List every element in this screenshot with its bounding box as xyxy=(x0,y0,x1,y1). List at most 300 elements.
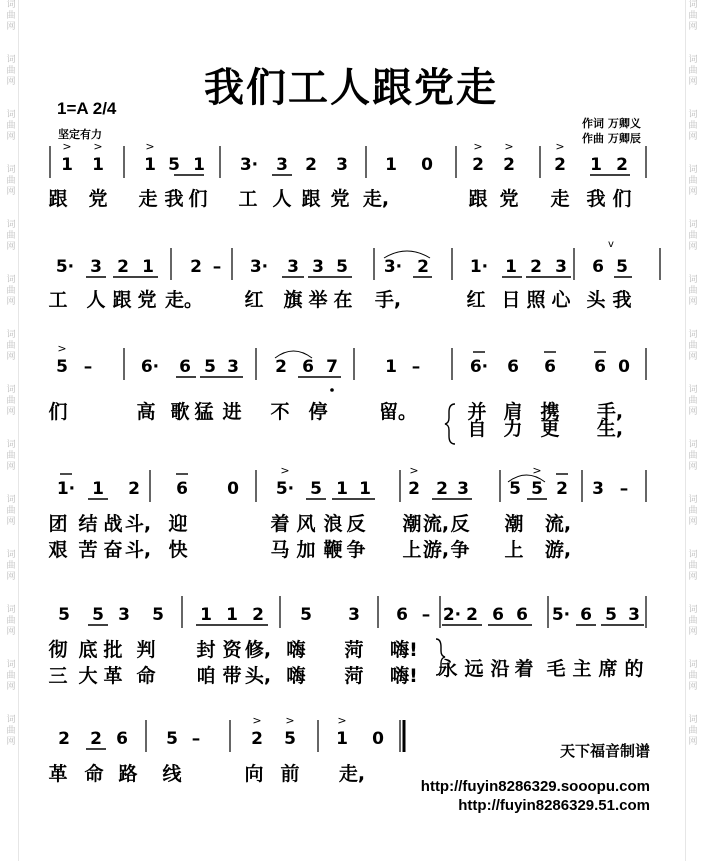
note: 1 xyxy=(200,605,212,625)
lyric-char: 批 xyxy=(103,639,123,661)
watermark-char: 网 xyxy=(688,682,698,692)
lyric-char: 上 xyxy=(504,539,524,561)
watermark-char: 曲 xyxy=(688,121,698,131)
lyric-char: 跟 xyxy=(468,188,488,210)
watermark-char: 网 xyxy=(688,462,698,472)
note: 1 xyxy=(226,605,238,625)
watermark-char: 词 xyxy=(688,715,698,725)
watermark-char: 曲 xyxy=(688,616,698,626)
lyric-char: 游, xyxy=(544,539,572,561)
lyric-char: 更 xyxy=(540,418,560,440)
lyric-char: 党 xyxy=(499,188,519,210)
lyric-char: 头, xyxy=(244,665,272,687)
watermark-char: 曲 xyxy=(6,451,16,461)
watermark-char: 词 xyxy=(688,165,698,175)
tempo-marking: 坚定有力 xyxy=(58,128,102,141)
note: – xyxy=(619,479,629,499)
note: 5 xyxy=(166,729,178,749)
note: 3· xyxy=(383,257,403,277)
lyric-char: 们 xyxy=(48,401,68,423)
note: 3 xyxy=(457,479,469,499)
note: 6 xyxy=(116,729,128,749)
lyric-char: 进 xyxy=(222,401,242,423)
lyric-char: 我 xyxy=(586,188,606,210)
lyric-char: 高 xyxy=(136,401,156,423)
lyric-char: 潮 xyxy=(402,513,422,535)
note: 2 xyxy=(190,257,202,277)
watermark-char: 词 xyxy=(688,440,698,450)
lyric-char: 争 xyxy=(450,539,470,561)
lyric-brace xyxy=(445,404,455,444)
watermark-char: 网 xyxy=(688,517,698,527)
lyric-char: 嗨 xyxy=(286,665,306,687)
lyric-char: 我 xyxy=(612,289,632,311)
watermark-char: 词 xyxy=(6,275,16,285)
watermark-char: 词 xyxy=(688,330,698,340)
lyric-char: 团 xyxy=(48,513,68,535)
lyric-char: 反 xyxy=(450,513,470,535)
lyric-char: 沿 xyxy=(490,658,510,680)
lyric-char: 力 xyxy=(503,418,523,440)
lyric-char: 带 xyxy=(222,665,242,687)
watermark-char: 词 xyxy=(688,385,698,395)
note: 5 xyxy=(284,729,296,749)
note: 2 xyxy=(305,155,317,175)
note: 6 xyxy=(302,357,314,377)
lyric-char: 走, xyxy=(362,188,390,210)
note: 2 xyxy=(436,479,448,499)
watermark-char: 网 xyxy=(6,22,16,32)
lyric-char: 永 xyxy=(438,658,458,680)
watermark-char: 词 xyxy=(6,440,16,450)
note: 6 xyxy=(516,605,528,625)
note: 6 xyxy=(179,357,191,377)
accent-mark: > xyxy=(504,140,514,153)
note: – xyxy=(83,357,93,377)
lyric-char: 向 xyxy=(244,763,264,785)
note: 3 xyxy=(336,155,348,175)
watermark-char: 网 xyxy=(6,132,16,142)
watermark-char: 词 xyxy=(6,220,16,230)
octave-dot xyxy=(330,388,334,392)
lyric-char: 停 xyxy=(308,401,328,423)
lyric-char: 彻 xyxy=(48,639,68,661)
lyric-char: 苦 xyxy=(78,539,98,561)
lyric-char: 头 xyxy=(586,289,606,311)
lyric-char: 浪 xyxy=(323,513,343,535)
lyric-char: 修, xyxy=(244,639,272,661)
note: 2 xyxy=(58,729,70,749)
note: 5 xyxy=(152,605,164,625)
note: 6 xyxy=(592,257,604,277)
lyric-char: 毛 xyxy=(546,658,566,680)
note: 2 xyxy=(616,155,628,175)
note: 3 xyxy=(555,257,567,277)
footer-url-2: http://fuyin8286329.51.com xyxy=(458,797,650,814)
note: 2· xyxy=(442,605,462,625)
lyric-char: 大 xyxy=(78,665,98,687)
watermark-char: 曲 xyxy=(6,231,16,241)
lyric-char: 底 xyxy=(78,639,98,661)
lyric-char: 不 xyxy=(270,401,290,423)
watermark-char: 曲 xyxy=(688,451,698,461)
lyric-char: 快 xyxy=(168,539,188,561)
watermark-char: 曲 xyxy=(6,66,16,76)
watermark-char: 网 xyxy=(6,187,16,197)
note: 6 xyxy=(544,357,556,377)
note: 1 xyxy=(144,155,156,175)
lyric-char: 旗 xyxy=(283,289,303,311)
lyric-char: 嗨! xyxy=(390,665,418,687)
watermark-char: 曲 xyxy=(688,671,698,681)
footer-label: 天下福音制谱 xyxy=(559,742,650,760)
note: 6 xyxy=(396,605,408,625)
note: 5 xyxy=(605,605,617,625)
note: 1 xyxy=(193,155,205,175)
lyric-char: 路 xyxy=(118,763,138,785)
footer xyxy=(400,740,650,815)
watermark-char: 词 xyxy=(688,55,698,65)
lyric-char: 红 xyxy=(244,289,264,311)
lyric-char: 革 xyxy=(103,665,123,687)
note: 0 xyxy=(618,357,630,377)
watermark-char: 曲 xyxy=(6,616,16,626)
note: 2 xyxy=(252,605,264,625)
watermark-char: 词 xyxy=(688,495,698,505)
note: 6 xyxy=(507,357,519,377)
note: 3· xyxy=(239,155,259,175)
lyric-char: 跟 xyxy=(112,289,132,311)
note: 1 xyxy=(359,479,371,499)
lyric-char: 党 xyxy=(137,289,157,311)
watermark-char: 曲 xyxy=(688,726,698,736)
lyric-char: 心 xyxy=(551,289,571,311)
lyric-char: 菏 xyxy=(344,665,364,687)
note: – xyxy=(191,729,201,749)
lyric-char: 着 xyxy=(514,658,534,680)
watermark-char: 网 xyxy=(6,572,16,582)
watermark-char: 网 xyxy=(688,352,698,362)
lyric-char: 奋 xyxy=(103,539,123,561)
note: 5 xyxy=(58,605,70,625)
lyric-char: 歌 xyxy=(170,401,190,423)
lyric-char: 风 xyxy=(296,513,316,535)
lyric-char: 手, xyxy=(374,289,402,311)
note: 2 xyxy=(466,605,478,625)
note: 3 xyxy=(276,155,288,175)
lyric-char: 线 xyxy=(162,763,182,785)
lyric-char: 红 xyxy=(466,289,486,311)
lyric-char: 着 xyxy=(270,513,290,535)
lyric-char: 跟 xyxy=(301,188,321,210)
lyric-char: 的 xyxy=(624,658,644,680)
watermark-char: 词 xyxy=(6,715,16,725)
lyric-char: 举 xyxy=(308,289,328,311)
note: 0 xyxy=(372,729,384,749)
lyric-char: 日 xyxy=(501,289,521,311)
note: 3 xyxy=(90,257,102,277)
watermark-char: 曲 xyxy=(688,341,698,351)
watermark-char: 词 xyxy=(6,110,16,120)
watermark-char: 曲 xyxy=(688,176,698,186)
lyric-char: 流, xyxy=(422,513,450,535)
note: 1 xyxy=(92,479,104,499)
watermark-char: 词 xyxy=(6,165,16,175)
lyric-char: 走。 xyxy=(164,289,204,311)
lyric-char: 菏 xyxy=(344,639,364,661)
note: 2 xyxy=(128,479,140,499)
note: 5· xyxy=(275,479,295,499)
note: 5 xyxy=(616,257,628,277)
lyric-char: 鞭 xyxy=(323,539,343,561)
note: 1 xyxy=(142,257,154,277)
note: 5 xyxy=(300,605,312,625)
watermark-char: 网 xyxy=(688,22,698,32)
watermark-char: 网 xyxy=(6,517,16,527)
lyric-char: 结 xyxy=(78,513,98,535)
watermark-char: 词 xyxy=(6,0,16,10)
accent-mark: > xyxy=(57,342,67,355)
note: 6 xyxy=(176,479,188,499)
lyric-char: 生, xyxy=(596,418,624,440)
watermark-char: 网 xyxy=(688,297,698,307)
lyric-char: 流, xyxy=(544,513,572,535)
lyric-char: 们 xyxy=(612,188,632,210)
watermark-char: 曲 xyxy=(688,396,698,406)
note: 1 xyxy=(505,257,517,277)
lyric-char: 加 xyxy=(296,539,316,561)
watermark-char: 词 xyxy=(688,605,698,615)
note: 2 xyxy=(90,729,102,749)
note: 5 xyxy=(204,357,216,377)
lyric-char: 人 xyxy=(272,188,292,210)
lyric-char: 咱 xyxy=(196,665,216,687)
note: – xyxy=(212,257,222,277)
watermark-char: 曲 xyxy=(688,66,698,76)
lyric-char: 自 xyxy=(467,418,487,440)
note: – xyxy=(421,605,431,625)
breath-mark: v xyxy=(608,239,614,250)
note: 2 xyxy=(556,479,568,499)
watermark-char: 词 xyxy=(6,605,16,615)
accent-mark: > xyxy=(62,140,72,153)
watermark-char: 词 xyxy=(688,275,698,285)
watermark-char: 网 xyxy=(688,627,698,637)
note: 1 xyxy=(92,155,104,175)
note: 3 xyxy=(118,605,130,625)
footer-url-1: http://fuyin8286329.sooopu.com xyxy=(420,778,650,795)
note: 3 xyxy=(592,479,604,499)
accent-mark: > xyxy=(555,140,565,153)
note: 2 xyxy=(408,479,420,499)
key-signature: 1=A 2/4 xyxy=(57,99,117,118)
lyric-char: 资 xyxy=(222,639,242,661)
watermark-char: 词 xyxy=(688,550,698,560)
note: 6 xyxy=(492,605,504,625)
watermark-char: 曲 xyxy=(6,286,16,296)
watermark-char: 网 xyxy=(688,77,698,87)
note: 5 xyxy=(509,479,521,499)
note: 2 xyxy=(117,257,129,277)
note: 6 xyxy=(580,605,592,625)
watermark-char: 曲 xyxy=(688,561,698,571)
lyric-char: 迎 xyxy=(168,513,188,535)
watermark-char: 词 xyxy=(688,0,698,10)
watermark-char: 词 xyxy=(6,660,16,670)
lyric-char: 斗, xyxy=(124,539,152,561)
lyric-char: 跟 xyxy=(48,188,68,210)
lyric-char: 走 xyxy=(550,188,570,210)
note: 1 xyxy=(590,155,602,175)
accent-mark: > xyxy=(93,140,103,153)
lyric-char: 肩 xyxy=(503,401,523,423)
lyric-char: 留。 xyxy=(378,401,418,423)
lyric-char: 工 xyxy=(48,289,68,311)
lyric-char: 反 xyxy=(346,513,366,535)
song-title: 我们工人跟党走 xyxy=(204,65,498,111)
note: 6· xyxy=(469,357,489,377)
watermark-char: 网 xyxy=(6,462,16,472)
composer-credit: 作曲 万卿辰 xyxy=(582,132,641,145)
note: 3 xyxy=(287,257,299,277)
lyric-char: 席 xyxy=(598,658,618,680)
watermark-char: 曲 xyxy=(6,121,16,131)
note: 2 xyxy=(554,155,566,175)
lyric-char: 斗, xyxy=(124,513,152,535)
lyric-char: 艰 xyxy=(48,539,68,561)
note: 1 xyxy=(385,357,397,377)
note: 0 xyxy=(227,479,239,499)
lyric-char: 远 xyxy=(464,658,484,680)
lyric-char: 携 xyxy=(540,401,560,423)
note: 2 xyxy=(417,257,429,277)
accent-mark: > xyxy=(280,464,290,477)
lyric-char: 嗨 xyxy=(286,639,306,661)
watermark-char: 曲 xyxy=(688,506,698,516)
note: 0 xyxy=(421,155,433,175)
lyric-char: 嗨! xyxy=(390,639,418,661)
watermark-char: 曲 xyxy=(6,506,16,516)
watermark-char: 网 xyxy=(688,572,698,582)
watermark-char: 词 xyxy=(688,220,698,230)
note: 1 xyxy=(336,479,348,499)
note: 5· xyxy=(55,257,75,277)
note: 5 xyxy=(56,357,68,377)
note: 3 xyxy=(348,605,360,625)
watermark-char: 曲 xyxy=(6,726,16,736)
lyric-char: 走 xyxy=(138,188,158,210)
watermark-char: 网 xyxy=(688,737,698,747)
watermark-char: 网 xyxy=(6,297,16,307)
watermark-char: 网 xyxy=(6,352,16,362)
accent-mark: > xyxy=(473,140,483,153)
watermark-char: 词 xyxy=(6,550,16,560)
watermark-char: 网 xyxy=(6,77,16,87)
lyric-char: 争 xyxy=(346,539,366,561)
watermark-char: 曲 xyxy=(6,176,16,186)
note: 1 xyxy=(61,155,73,175)
lyric-char: 主 xyxy=(572,658,592,680)
lyric-char: 命 xyxy=(84,763,104,785)
watermark-char: 曲 xyxy=(6,561,16,571)
lyric-char: 照 xyxy=(526,289,546,311)
lyric-char: 马 xyxy=(270,539,290,561)
watermark-char: 词 xyxy=(688,660,698,670)
lyric-char: 封 xyxy=(196,639,216,661)
note: 2 xyxy=(503,155,515,175)
watermark-char: 词 xyxy=(6,330,16,340)
watermark-char: 词 xyxy=(6,55,16,65)
accent-mark: > xyxy=(252,714,262,727)
lyric-char: 并 xyxy=(467,401,487,423)
lyric-char: 判 xyxy=(136,639,156,661)
watermark-char: 曲 xyxy=(688,286,698,296)
note: 2 xyxy=(251,729,263,749)
lyric-char: 潮 xyxy=(504,513,524,535)
lyric-char: 工 xyxy=(238,188,258,210)
note: 5 xyxy=(310,479,322,499)
note: 3· xyxy=(249,257,269,277)
watermark-char: 网 xyxy=(6,627,16,637)
note: 5 xyxy=(336,257,348,277)
note: 2 xyxy=(472,155,484,175)
lyric-char: 游, xyxy=(422,539,450,561)
watermark-char: 网 xyxy=(6,242,16,252)
note: 3 xyxy=(628,605,640,625)
note: 3 xyxy=(227,357,239,377)
lyric-char: 革 xyxy=(48,763,68,785)
lyric-char: 党 xyxy=(330,188,350,210)
accent-mark: > xyxy=(532,464,542,477)
watermark-char: 曲 xyxy=(6,396,16,406)
note: 2 xyxy=(275,357,287,377)
watermark-char: 词 xyxy=(6,385,16,395)
note: 5· xyxy=(551,605,571,625)
lyric-char: 在 xyxy=(333,289,353,311)
lyricist-credit: 作词 万卿义 xyxy=(582,117,641,130)
note: 1· xyxy=(56,479,76,499)
lyric-char: 走, xyxy=(338,763,366,785)
accent-mark: > xyxy=(285,714,295,727)
note: 6 xyxy=(594,357,606,377)
watermark-char: 网 xyxy=(688,187,698,197)
lyric-char: 猛 xyxy=(194,401,214,423)
watermark-char: 网 xyxy=(6,407,16,417)
lyric-char: 我 xyxy=(164,188,184,210)
note: 1 xyxy=(336,729,348,749)
note: 1· xyxy=(469,257,489,277)
accent-mark: > xyxy=(337,714,347,727)
lyric-char: 上 xyxy=(402,539,422,561)
note: 2 xyxy=(530,257,542,277)
lyric-char: 党 xyxy=(88,188,108,210)
watermark-char: 网 xyxy=(688,132,698,142)
lyric-char: 手, xyxy=(596,401,624,423)
lyric-char: 人 xyxy=(86,289,106,311)
note: 6· xyxy=(140,357,160,377)
lyric-char: 战 xyxy=(103,513,123,535)
note: – xyxy=(411,357,421,377)
watermark-char: 词 xyxy=(6,495,16,505)
accent-mark: > xyxy=(145,140,155,153)
accent-mark: > xyxy=(409,464,419,477)
lyric-char: 们 xyxy=(188,188,208,210)
watermark-char: 曲 xyxy=(688,231,698,241)
watermark-char: 曲 xyxy=(6,341,16,351)
note: 1 xyxy=(385,155,397,175)
watermark-char: 网 xyxy=(6,682,16,692)
note: 7 xyxy=(326,357,338,377)
